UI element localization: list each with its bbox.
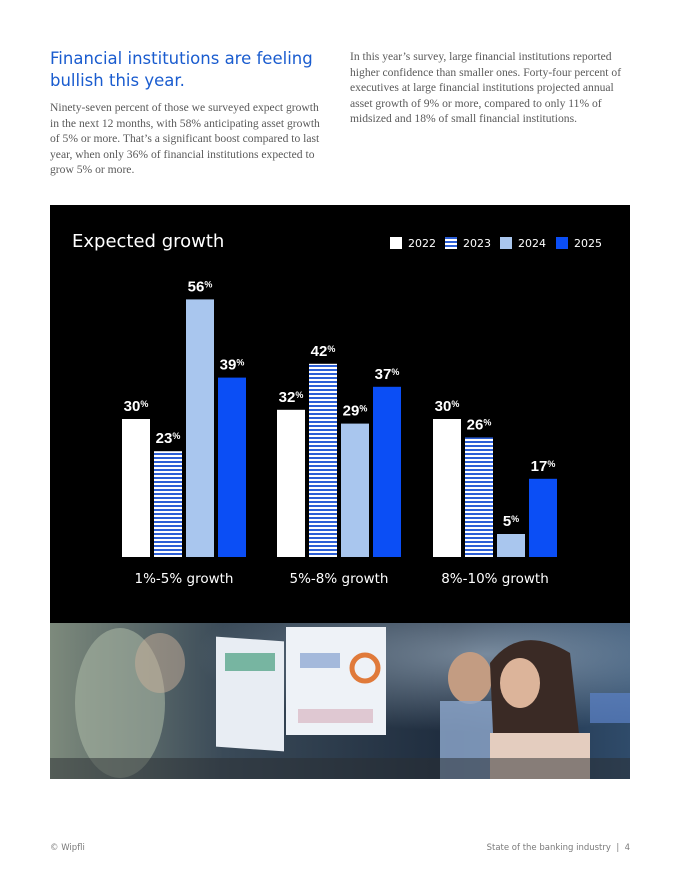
legend-swatch-2023 bbox=[445, 237, 457, 249]
legend-label-2023: 2023 bbox=[463, 236, 491, 250]
data-label-2025-3: 17% bbox=[530, 457, 556, 475]
data-label-2022-1: 30% bbox=[123, 398, 149, 415]
bar-2022-2 bbox=[277, 410, 305, 557]
legend-swatch-2025 bbox=[556, 237, 568, 249]
data-label-2025-2: 37% bbox=[374, 365, 400, 383]
legend-item-2022 bbox=[390, 236, 436, 250]
category-label-3: 8%-10% growth bbox=[441, 571, 549, 587]
category-label-2: 5%-8% growth bbox=[289, 571, 389, 587]
legend-label-2024: 2024 bbox=[518, 236, 546, 250]
bar-2024-1 bbox=[186, 299, 214, 557]
legend-item-2025 bbox=[556, 236, 602, 250]
data-label-2024-2: 29% bbox=[342, 402, 368, 420]
bar-2025-1 bbox=[218, 378, 246, 557]
bar-2024-3 bbox=[497, 534, 525, 557]
data-label-2023-3: 26% bbox=[466, 416, 492, 434]
detail-paragraph: In this year’s survey, large financial institutions reported higher confidence than smaller ones. Forty-four percent of executives at large financial institutions projected annual asset growth of 9% or more, compared to only 11% of midsized and 18% of small financial institutions. bbox=[350, 50, 622, 126]
data-label-2023-2: 42% bbox=[310, 342, 336, 360]
page-heading: Financial institutions are feeling bullish this year. bbox=[50, 49, 313, 90]
legend-item-2024 bbox=[500, 236, 546, 250]
footer-copyright: © Wipfli bbox=[50, 843, 85, 853]
people-at-monitors-photo bbox=[50, 623, 630, 779]
data-label-2022-3: 30% bbox=[434, 398, 460, 415]
legend-label-2022: 2022 bbox=[408, 236, 436, 250]
legend-item-2023 bbox=[445, 236, 491, 250]
bar-2022-1 bbox=[122, 419, 150, 557]
intro-paragraph: Ninety-seven percent of those we surveyed expect growth in the next 12 months, with 58% anticipating asset growth of 5% or more. That’s a significant boost compared to last year, when only 36% of financial institutions expected to grow 5% or more. bbox=[50, 101, 320, 177]
bar-2023-3 bbox=[465, 437, 493, 557]
data-label-2024-3: 5% bbox=[502, 513, 520, 530]
bar-2025-3 bbox=[529, 479, 557, 557]
data-label-2022-2: 32% bbox=[278, 388, 304, 406]
bar-2022-3 bbox=[433, 419, 461, 557]
bar-2023-1 bbox=[154, 451, 182, 557]
expected-growth-chart bbox=[50, 205, 630, 623]
bars-layer bbox=[122, 278, 557, 587]
legend-swatch-2022 bbox=[390, 237, 402, 249]
bar-2023-2 bbox=[309, 364, 337, 557]
bar-2024-2 bbox=[341, 424, 369, 557]
bar-2025-2 bbox=[373, 387, 401, 557]
chart-title: Expected growth bbox=[72, 231, 225, 252]
data-label-2025-1: 39% bbox=[219, 356, 245, 374]
data-label-2024-1: 56% bbox=[187, 278, 213, 296]
legend-swatch-2024 bbox=[500, 237, 512, 249]
legend-label-2025: 2025 bbox=[574, 236, 602, 250]
footer-page-label: State of the banking industry | 4 bbox=[486, 843, 630, 853]
category-label-1: 1%-5% growth bbox=[134, 571, 234, 587]
chart-canvas bbox=[50, 205, 630, 623]
data-label-2023-1: 23% bbox=[155, 430, 181, 448]
